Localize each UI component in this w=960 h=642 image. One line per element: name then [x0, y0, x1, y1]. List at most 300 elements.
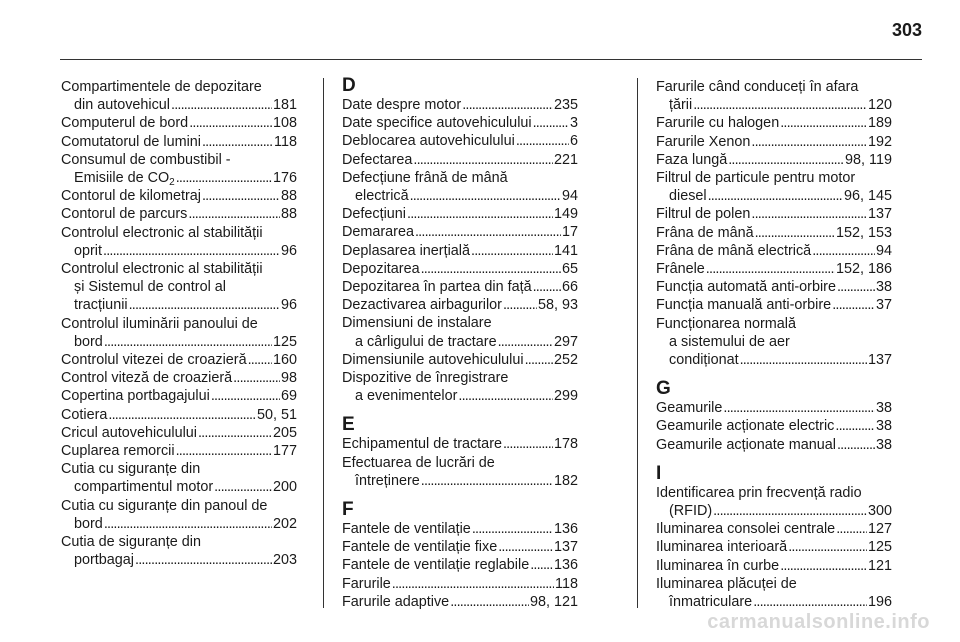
index-entry-text: Dezactivarea airbagurilor — [342, 297, 502, 314]
dot-leader — [462, 96, 553, 114]
index-entry-text: Emisiile de $CO_2$ — [74, 170, 175, 189]
index-entry — [656, 224, 892, 242]
index-entry — [342, 114, 578, 132]
index-entry — [656, 557, 892, 575]
page-reference: 118 — [555, 575, 578, 592]
dot-leader — [458, 387, 553, 405]
page-reference: 3 — [569, 115, 578, 132]
index-entry-heading: Cutia cu siguranțe din panoul de — [61, 497, 268, 514]
page-reference: 203 — [272, 552, 297, 569]
index-entry — [342, 169, 578, 205]
index-entry — [656, 575, 892, 611]
index-entry — [656, 436, 892, 454]
index-entry-text: Geamurile — [656, 400, 723, 417]
dot-leader — [498, 538, 553, 556]
dot-leader — [780, 114, 867, 132]
page-reference: 152, 186 — [835, 261, 892, 278]
index-entry — [342, 454, 578, 490]
page-reference: 6 — [569, 133, 578, 150]
index-entry — [342, 223, 578, 241]
index-entry-text: Farurile cu halogen — [656, 115, 780, 132]
index-entry-text: Contorul de kilometraj — [61, 188, 201, 205]
dot-leader — [413, 151, 553, 169]
dot-leader — [176, 442, 272, 460]
index-entry — [342, 242, 578, 260]
index-entry-text: a evenimentelor — [355, 388, 458, 405]
dot-leader — [837, 278, 875, 296]
dot-leader — [233, 369, 280, 387]
dot-leader — [176, 169, 272, 187]
index-entry-heading: Efectuarea de lucrări de — [342, 454, 495, 471]
index-entry-line — [61, 296, 297, 314]
index-entry-text: Date specifice autovehiculului — [342, 115, 532, 132]
page-reference: 37 — [875, 297, 892, 314]
index-entry-line — [342, 296, 578, 314]
index-entry-line — [61, 205, 297, 223]
page-reference: 94 — [875, 242, 892, 259]
section-letter: E — [342, 414, 355, 436]
page-reference: 182 — [553, 472, 578, 489]
index-entry-line — [656, 538, 892, 556]
dot-leader — [471, 242, 553, 260]
page-reference: 136 — [553, 521, 578, 538]
index-entry-text: Iluminarea consolei centrale — [656, 521, 836, 538]
index-entry-line — [656, 436, 892, 454]
page-reference: 189 — [867, 115, 892, 132]
index-entry — [656, 133, 892, 151]
index-entry-text: Depozitarea — [342, 260, 420, 277]
dot-leader — [533, 278, 561, 296]
index-entry — [61, 205, 297, 223]
index-entry-text: Controlul vitezei de croazieră — [61, 352, 247, 369]
index-entry-text: Fantele de ventilație fixe — [342, 539, 498, 556]
index-entry — [656, 114, 892, 132]
page-reference: 149 — [553, 206, 578, 223]
dot-leader — [407, 205, 553, 223]
index-entry-heading: Iluminarea plăcuței de — [656, 575, 797, 592]
index-entry-text: bord — [74, 333, 103, 350]
index-entry-line — [656, 520, 892, 538]
dot-leader — [525, 351, 553, 369]
index-entry-text: electrică — [355, 188, 409, 205]
dot-leader — [421, 472, 553, 490]
index-entry-text: diesel — [669, 188, 707, 205]
index-entry — [656, 417, 892, 435]
index-entry-line — [61, 333, 297, 351]
index-entry-text: Comutatorul de lumini — [61, 133, 201, 150]
index-entry-line — [61, 369, 297, 387]
page-reference: 178 — [553, 436, 578, 453]
header-rule — [60, 59, 922, 60]
index-entry-text: înmatriculare — [669, 594, 753, 611]
page-reference: 98, 121 — [529, 593, 578, 610]
index-entry-line — [656, 151, 892, 169]
index-entry — [342, 556, 578, 574]
page-reference: 98 — [280, 370, 297, 387]
index-entry-heading: Cutia de siguranțe din — [61, 534, 201, 551]
index-entry-text: Geamurile acționate manual — [656, 436, 836, 453]
index-entry — [656, 520, 892, 538]
page-reference: 160 — [272, 352, 297, 369]
index-entry-text: Funcția automată anti-orbire — [656, 279, 836, 296]
index-entry — [61, 315, 297, 351]
index-entry — [61, 78, 297, 114]
index-entry-text: Echipamentul de tractare — [342, 436, 502, 453]
dot-leader — [713, 502, 867, 520]
index-entry-line — [61, 478, 297, 496]
index-entry-heading: Controlul iluminării panoului de — [61, 315, 258, 332]
page-reference: 66 — [561, 279, 578, 296]
dot-leader — [753, 593, 867, 611]
dot-leader — [516, 132, 569, 150]
dot-leader — [751, 133, 867, 151]
watermark: carmanualsonline.info — [707, 611, 930, 633]
dot-leader — [755, 224, 835, 242]
index-entry-text: Funcția manuală anti-orbire — [656, 297, 832, 314]
dot-leader — [103, 242, 280, 260]
index-entry-line — [656, 187, 892, 205]
index-entry — [61, 187, 297, 205]
index-entry — [656, 242, 892, 260]
index-entry-line — [61, 442, 297, 460]
index-entry — [61, 260, 297, 315]
index-entry-heading: Farurile când conduceți în afara — [656, 79, 859, 95]
page-reference: 38 — [875, 400, 892, 417]
index-entry-text: Fantele de ventilație reglabile — [342, 557, 530, 574]
section-letter: I — [656, 462, 662, 484]
index-entry-line — [342, 223, 578, 241]
index-entry-heading: Controlul electronic al stabilității — [61, 261, 263, 278]
index-entry-text: întreținere — [355, 472, 420, 489]
page-reference: 50, 51 — [256, 406, 297, 423]
page-reference: 137 — [867, 352, 892, 369]
index-entry-heading: Cutia cu siguranțe din — [61, 461, 201, 478]
page-reference: 120 — [867, 97, 892, 114]
page-reference: 65 — [561, 260, 578, 277]
dot-leader — [415, 223, 561, 241]
dot-leader — [728, 151, 844, 169]
index-entry — [656, 169, 892, 205]
index-entry-text: țării — [669, 97, 693, 114]
index-entry-heading: Compartimentele de depozitare — [61, 79, 262, 95]
index-column-2 — [342, 76, 578, 611]
dot-leader — [706, 260, 835, 278]
index-entry — [61, 460, 297, 496]
page-reference: 98, 119 — [845, 151, 892, 168]
index-entry — [342, 205, 578, 223]
index-entry-text: compartimentul motor — [74, 479, 214, 496]
index-entry — [61, 387, 297, 405]
dot-leader — [104, 333, 272, 351]
page-reference: 137 — [867, 206, 892, 223]
index-entry-heading: Filtrul de particule pentru motor — [656, 170, 856, 187]
index-entry-line — [61, 242, 297, 260]
dot-leader — [392, 575, 554, 593]
index-entry — [61, 369, 297, 387]
page-reference: 299 — [553, 388, 578, 405]
index-entry-line — [61, 169, 297, 187]
index-entry — [656, 484, 892, 520]
page-reference: 96 — [280, 242, 297, 259]
page-reference: 38 — [875, 418, 892, 435]
index-entry-line — [61, 387, 297, 405]
index-entry-line — [656, 224, 892, 242]
index-entry-text: Demararea — [342, 224, 414, 241]
section-letter: D — [342, 75, 356, 96]
index-entry-text: Control viteză de croazieră — [61, 370, 233, 387]
index-entry-heading: Dimensiuni de instalare — [342, 315, 492, 332]
index-entry-line — [342, 205, 578, 223]
index-entry-text: condiționat — [669, 352, 739, 369]
index-entry-line — [342, 351, 578, 369]
index-entry-line — [342, 575, 578, 593]
page-reference: 205 — [272, 424, 297, 441]
index-entry-line — [342, 556, 578, 574]
index-entry-text: (RFID) — [669, 503, 713, 520]
dot-leader — [108, 406, 256, 424]
index-entry-line — [656, 133, 892, 151]
index-entry-heading: Defecțiune frână de mână — [342, 169, 508, 186]
column-divider — [637, 78, 638, 608]
page-reference: 252 — [553, 351, 578, 368]
index-entry — [61, 406, 297, 424]
index-entry-line — [342, 96, 578, 114]
dot-leader — [104, 515, 272, 533]
index-entry-line — [656, 278, 892, 296]
index-entry — [656, 315, 892, 370]
index-entry-line — [342, 242, 578, 260]
index-entry — [342, 593, 578, 611]
dot-leader — [421, 260, 561, 278]
index-entry-line — [656, 205, 892, 223]
page-reference: 17 — [561, 224, 578, 241]
index-entry-text: Frâna de mână electrică — [656, 242, 812, 259]
index-entry-line — [656, 260, 892, 278]
index-entry-line — [342, 387, 578, 405]
page-reference: 200 — [272, 479, 297, 496]
index-entry — [342, 435, 578, 453]
page-reference: 196 — [867, 594, 892, 611]
index-entry-text: Filtrul de polen — [656, 206, 751, 223]
index-entry-text: Depozitarea în partea din față — [342, 279, 532, 296]
index-entry-line — [342, 520, 578, 538]
index-entry-line — [61, 351, 297, 369]
dot-leader — [214, 478, 272, 496]
index-entry-line — [656, 399, 892, 417]
dot-leader — [503, 435, 553, 453]
index-entry — [656, 538, 892, 556]
index-entry-text: Fantele de ventilație — [342, 521, 471, 538]
index-entry-text: portbagaj — [74, 552, 135, 569]
index-entry — [342, 151, 578, 169]
index-entry-line — [342, 472, 578, 490]
dot-leader — [740, 351, 867, 369]
page-reference: 125 — [272, 333, 297, 350]
dot-leader — [202, 133, 273, 151]
index-entry — [342, 520, 578, 538]
index-entry — [342, 260, 578, 278]
index-entry-text: din autovehicul — [74, 97, 171, 114]
index-entry — [61, 442, 297, 460]
index-entry-text: Defectarea — [342, 151, 413, 168]
index-entry-heading-cont: a sistemului de aer — [669, 333, 790, 350]
page-reference: 96 — [280, 297, 297, 314]
dot-leader — [812, 242, 875, 260]
dot-leader — [780, 557, 867, 575]
index-entry-line — [656, 242, 892, 260]
index-entry-heading: Controlul electronic al stabilității — [61, 224, 263, 241]
index-entry — [656, 78, 892, 114]
index-entry — [61, 497, 297, 533]
dot-leader — [248, 351, 272, 369]
page-reference: 38 — [875, 279, 892, 296]
index-entry-text: Deblocarea autovehiculului — [342, 133, 515, 150]
index-entry-line — [61, 96, 297, 114]
page-reference: 38 — [875, 436, 892, 453]
page-reference: 127 — [867, 521, 892, 538]
page-reference: 96, 145 — [843, 188, 892, 205]
page-reference: 141 — [553, 242, 578, 259]
index-entry-line — [61, 187, 297, 205]
page-reference: 221 — [553, 151, 578, 168]
index-entry-text: Frâna de mână — [656, 224, 754, 241]
page-reference: 136 — [553, 557, 578, 574]
page-reference: 300 — [867, 503, 892, 520]
index-entry — [61, 151, 297, 187]
index-entry — [342, 575, 578, 593]
index-entry-line — [342, 260, 578, 278]
dot-leader — [202, 187, 280, 205]
index-entry-line — [342, 333, 578, 351]
dot-leader — [708, 187, 843, 205]
index-entry — [342, 538, 578, 556]
index-entry — [342, 96, 578, 114]
index-entry — [342, 351, 578, 369]
page-reference: 192 — [867, 133, 892, 150]
index-entry-line — [61, 515, 297, 533]
index-entry — [656, 205, 892, 223]
index-entry-text: Dimensiunile autovehiculului — [342, 351, 524, 368]
index-entry-heading: Consumul de combustibil - — [61, 151, 231, 168]
index-entry — [656, 399, 892, 417]
index-entry-text: bord — [74, 515, 103, 532]
index-entry — [342, 296, 578, 314]
index-entry-line — [342, 151, 578, 169]
index-entry-line — [656, 296, 892, 314]
index-entry-text: Geamurile acționate electric — [656, 418, 835, 435]
index-entry-line — [61, 114, 297, 132]
index-entry-line — [342, 132, 578, 150]
index-entry — [61, 351, 297, 369]
page-reference: 181 — [272, 97, 297, 114]
dot-leader — [533, 114, 569, 132]
dot-leader — [837, 436, 875, 454]
index-entry-text: Cotiera — [61, 406, 108, 423]
page-reference: 118 — [274, 133, 297, 150]
dot-leader — [751, 205, 867, 223]
page-reference: 297 — [553, 333, 578, 350]
page-reference: 58, 93 — [537, 297, 578, 314]
index-entry-heading-cont: și Sistemul de control al — [74, 279, 226, 296]
dot-leader — [723, 399, 875, 417]
index-entry — [61, 533, 297, 569]
index-entry-line — [342, 114, 578, 132]
index-entry-text: Frânele — [656, 261, 705, 278]
index-entry-text: Defecțiuni — [342, 206, 406, 223]
page-reference: 235 — [553, 97, 578, 113]
index-entry-text: Faza lungă — [656, 151, 728, 168]
index-entry-line — [656, 114, 892, 132]
index-entry — [61, 114, 297, 132]
dot-leader — [835, 417, 875, 435]
dot-leader — [135, 551, 272, 569]
column-divider — [323, 78, 324, 608]
page-reference: 177 — [272, 443, 297, 460]
index-entry-text: Farurile adaptive — [342, 593, 450, 610]
dot-leader — [693, 96, 867, 114]
index-entry-line — [342, 187, 578, 205]
page-reference: 88 — [280, 188, 297, 205]
dot-leader — [498, 333, 553, 351]
index-entry-line — [61, 133, 297, 151]
index-column-1 — [61, 78, 297, 569]
index-entry-text: Cricul autovehiculului — [61, 424, 197, 441]
index-entry — [342, 369, 578, 405]
index-entry-line — [656, 557, 892, 575]
index-entry-text: Contorul de parcurs — [61, 206, 188, 223]
index-entry-line — [656, 502, 892, 520]
index-entry — [61, 224, 297, 260]
dot-leader — [472, 520, 553, 538]
index-entry-heading: Dispozitive de înregistrare — [342, 370, 509, 387]
dot-leader — [211, 387, 280, 405]
index-entry-line — [61, 551, 297, 569]
page-reference: 202 — [272, 515, 297, 532]
index-entry-line — [342, 593, 578, 611]
index-entry-line — [61, 406, 297, 424]
index-entry-text: Iluminarea în curbe — [656, 557, 780, 574]
index-entry-text: Farurile — [342, 575, 391, 592]
index-entry-line — [342, 278, 578, 296]
index-entry-text: a cârligului de tractare — [355, 333, 497, 350]
index-entry-line — [656, 96, 892, 114]
index-entry — [61, 424, 297, 442]
index-entry-text: oprit — [74, 242, 102, 259]
page-reference: 152, 153 — [835, 224, 892, 241]
dot-leader — [530, 556, 553, 574]
dot-leader — [198, 424, 272, 442]
index-column-3 — [656, 78, 892, 611]
index-entry — [342, 278, 578, 296]
dot-leader — [788, 538, 867, 556]
index-entry — [342, 314, 578, 350]
index-entry-line — [656, 417, 892, 435]
dot-leader — [503, 296, 537, 314]
index-entry-text: Iluminarea interioară — [656, 539, 788, 556]
page-number: 303 — [891, 20, 922, 40]
index-entry-line — [656, 593, 892, 611]
index-entry-text: Computerul de bord — [61, 115, 189, 132]
index-entry — [656, 296, 892, 314]
page-reference: 88 — [280, 206, 297, 223]
dot-leader — [129, 296, 280, 314]
page-reference: 69 — [280, 388, 297, 405]
dot-leader — [450, 593, 529, 611]
index-entry — [656, 151, 892, 169]
dot-leader — [188, 205, 280, 223]
dot-leader — [189, 114, 272, 132]
dot-leader — [171, 96, 272, 114]
